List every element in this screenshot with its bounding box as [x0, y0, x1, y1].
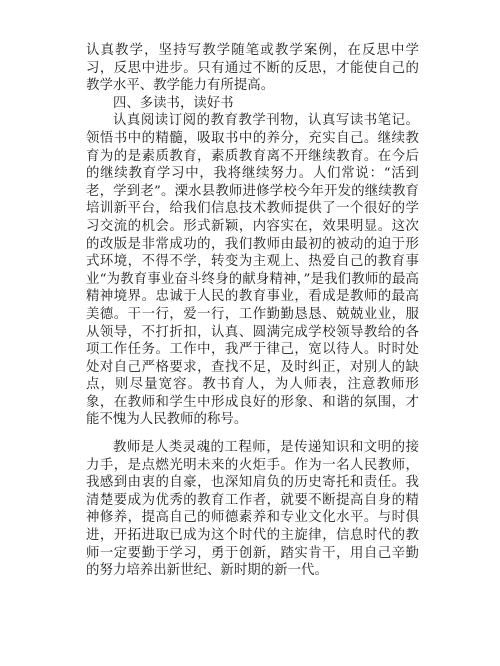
paragraph-reflection: 认真教学，坚持写教学随笔或教学案例，在反思中学习，反思中进步。只有通过不断的反思，才能使自己的教学水平、教学能力有所提高。	[86, 43, 419, 94]
paragraph-teacher-role: 教师是人类灵魂的工程师，是传递知识和文明的接力手，是点燃光明未来的火炬手。作为一名人民教师，我感到由衷的自豪，也深知肩负的历史寄托和责任。我清楚要成为优秀的教育工作者，就要不断提高自身的精神修养，提高自己的师德素养和专业文化水平。与时俱进，开拓进取已成为这个时代的主旋律，信息时代的教师一定要勤于学习，勇于创新，踏实肯干，用自己辛勤的努力培养出新世纪、新时期的新一代。	[86, 440, 419, 579]
paragraph-reading: 认真阅读订阅的教育教学刊物，认真写读书笔记。领悟书中的精髓，吸取书中的养分，充实自己。继续教育为的是素质教育，素质教育离不开继续教育。在今后的继续教育学习中，我将继续努力。人们常说：“活到老，学到老”。溧水县教师进修学校今年开发的继续教育培训新平台，给我们信息技术教师提供了一个很好的学习交流的机会。形式新颖，内容实在，效果明显。这次的改版是非常成功的，我们教师由最初的被动的迫于形式环境，不得不学，转变为主观上、热爱自己的教育事业“为教育事业奋斗终身的献身精神，”是我们教师的最高精神境界。忠诚于人民的教育事业，看成是教师的最高美德。干一行，爱一行，工作勤勤恳恳、兢兢业业，服从领导，不打折扣，认真、圆满完成学校领导教给的各项工作任务。工作中，我严于律己，宽以待人。时时处处对自己严格要求，查找不足，及时纠正，对别人的缺点，则尽量宽容。教书育人，为人师表，注意教师形象，在教师和学生中形成良好的形象、和谐的氛围，才能不愧为人民教师的称号。	[86, 113, 419, 428]
paragraph-gap	[86, 429, 419, 439]
section-heading-reading: 四、多读书，读好书	[113, 95, 234, 111]
document-page	[86, 42, 419, 580]
